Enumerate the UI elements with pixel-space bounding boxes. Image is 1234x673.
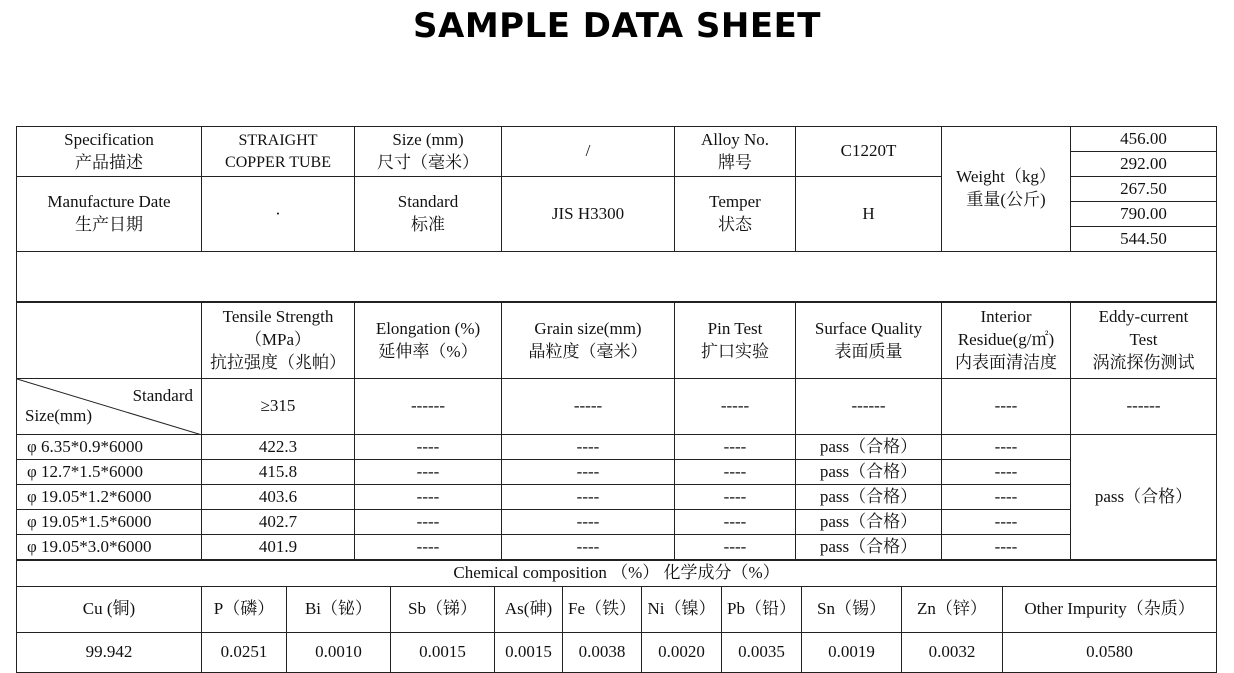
row-pin: ---- [675,460,796,485]
row-grain: ---- [502,485,675,510]
diag-size-label: Size(mm) [25,406,93,426]
properties-table [16,302,1217,560]
alloy-label-cell [675,127,796,177]
header-line: 延伸率（%） [378,341,478,361]
standard-label-en: Standard [397,192,459,212]
standard-label-cell [355,177,502,252]
header-line: Grain size(mm) [534,318,642,338]
weight-label-cell [942,127,1071,252]
chem-value-sb: 0.0015 [391,633,495,673]
header-line: Elongation (%) [375,318,481,338]
row-elongation: ---- [355,510,502,535]
mfg-label-cell [17,177,202,252]
header-line: Eddy-current [1098,307,1189,327]
row-grain: ---- [502,535,675,560]
row-tensile: 403.6 [202,485,355,510]
temper-label-cell [675,177,796,252]
spacer-row [17,252,1217,302]
header-line: Pin Test [707,318,763,338]
chem-header-as: As(砷) [495,587,563,633]
alloy-value: C1220T [796,127,942,177]
diag-standard-label: Standard [132,386,193,405]
row-size: φ 12.7*1.5*6000 [17,460,202,485]
standard-surface: ------ [796,379,942,435]
row-grain: ---- [502,435,675,460]
weight-value: 544.50 [1071,227,1217,252]
weight-label-cn: 重量(公斤) [966,190,1046,209]
col-header-grain [502,303,675,379]
col-header-elongation [355,303,502,379]
chem-header-zn: Zn（锌） [902,587,1003,633]
header-line: 抗拉强度（兆帕） [210,352,346,372]
product-line-2: COPPER TUBE [225,153,331,171]
chem-header-sb: Sb（锑） [391,587,495,633]
header-line: Test [1129,330,1158,350]
standard-value: JIS H3300 [502,177,675,252]
col-header-pin-test [675,303,796,379]
chem-header-pb: Pb（铅） [722,587,802,633]
table-row [17,435,1217,460]
diagonal-header-cell [17,379,202,435]
header-line: 表面质量 [834,341,903,361]
spec-label-cn: 产品描述 [75,152,143,172]
chem-header-bi: Bi（铋） [287,587,391,633]
row-surface: pass（合格） [796,535,942,560]
row-residue: ---- [942,435,1071,460]
chem-header-fe: Fe（铁） [563,587,642,633]
header-line: Tensile Strength [222,307,334,327]
corner-empty-cell [17,303,202,379]
row-size: φ 19.05*3.0*6000 [17,535,202,560]
temper-value: H [796,177,942,252]
chem-value-p: 0.0251 [202,633,287,673]
row-size: φ 19.05*1.2*6000 [17,485,202,510]
weight-value: 267.50 [1071,177,1217,202]
row-residue: ---- [942,485,1071,510]
header-line: 涡流探伤测试 [1092,352,1195,372]
mfg-label-en: Manufacture Date [47,192,171,212]
header-line: 扩口实验 [701,341,769,361]
row-residue: ---- [942,460,1071,485]
row-tensile: 415.8 [202,460,355,485]
standard-elongation: ------ [355,379,502,435]
weight-value: 790.00 [1071,202,1217,227]
table-row [17,485,1217,510]
chem-value-other: 0.0580 [1003,633,1217,673]
weight-value: 456.00 [1071,127,1217,152]
size-label-en: Size (mm) [392,129,464,149]
row-elongation: ---- [355,435,502,460]
chem-value-as: 0.0015 [495,633,563,673]
row-elongation: ---- [355,535,502,560]
size-label-cn: 尺寸（毫米） [377,152,479,172]
chem-value-zn: 0.0032 [902,633,1003,673]
chemical-table [16,560,1217,673]
standard-grain: ----- [502,379,675,435]
row-pin: ---- [675,535,796,560]
table-row [17,510,1217,535]
header-line: （MPa） [244,330,312,350]
row-residue: ---- [942,535,1071,560]
row-tensile: 402.7 [202,510,355,535]
chem-header-sn: Sn（锡） [802,587,902,633]
table-row [17,460,1217,485]
chem-header-ni: Ni（镍） [642,587,722,633]
standard-residue: ---- [942,379,1071,435]
row-elongation: ---- [355,485,502,510]
standard-eddy: ------ [1071,379,1217,435]
eddy-result: pass（合格） [1071,435,1217,560]
row-surface: pass（合格） [796,485,942,510]
chem-header-other: Other Impurity（杂质） [1003,587,1217,633]
weight-label-en: Weight（kg） [956,167,1056,187]
row-residue: ---- [942,510,1071,535]
temper-label-en: Temper [709,192,761,212]
header-line: Surface Quality [814,318,923,338]
chem-value-fe: 0.0038 [563,633,642,673]
header-line: Interior [980,307,1032,327]
row-elongation: ---- [355,460,502,485]
weight-value: 292.00 [1071,152,1217,177]
header-line: 晶粒度（毫米） [528,341,648,361]
chem-header-cu: Cu (铜) [17,587,202,633]
col-header-residue [942,303,1071,379]
row-size: φ 19.05*1.5*6000 [17,510,202,535]
standard-tensile: ≥315 [202,379,355,435]
standard-label-cn: 标准 [411,215,445,234]
row-size: φ 6.35*0.9*6000 [17,435,202,460]
header-table [16,126,1217,302]
chem-header-p: P（磷） [202,587,287,633]
product-cell [202,127,355,177]
alloy-label-cn: 牌号 [718,152,752,172]
col-header-tensile [202,303,355,379]
row-pin: ---- [675,485,796,510]
chem-value-cu: 99.942 [17,633,202,673]
row-grain: ---- [502,460,675,485]
spec-label-cell [17,127,202,177]
chem-title: Chemical composition （%） 化学成分（%） [17,561,1217,587]
row-tensile: 401.9 [202,535,355,560]
row-surface: pass（合格） [796,460,942,485]
size-value: / [502,127,675,177]
col-header-eddy [1071,303,1217,379]
row-surface: pass（合格） [796,435,942,460]
page-title: SAMPLE DATA SHEET [413,6,821,46]
product-line-1: STRAIGHT [238,131,318,149]
chem-value-bi: 0.0010 [287,633,391,673]
chem-value-pb: 0.0035 [722,633,802,673]
header-line: 内表面清洁度 [955,352,1057,372]
spec-label-en: Specification [64,129,154,149]
row-grain: ---- [502,510,675,535]
col-header-surface [796,303,942,379]
table-row [17,535,1217,560]
temper-label-cn: 状态 [718,215,752,234]
mfg-label-cn: 生产日期 [75,215,143,234]
row-pin: ---- [675,510,796,535]
header-line: Residue(g/㎡) [957,330,1055,350]
alloy-label-en: Alloy No. [701,129,769,149]
chem-value-sn: 0.0019 [802,633,902,673]
row-tensile: 422.3 [202,435,355,460]
size-label-cell [355,127,502,177]
standard-pin: ----- [675,379,796,435]
row-pin: ---- [675,435,796,460]
row-surface: pass（合格） [796,510,942,535]
chem-value-ni: 0.0020 [642,633,722,673]
mfg-value: · [202,177,355,252]
